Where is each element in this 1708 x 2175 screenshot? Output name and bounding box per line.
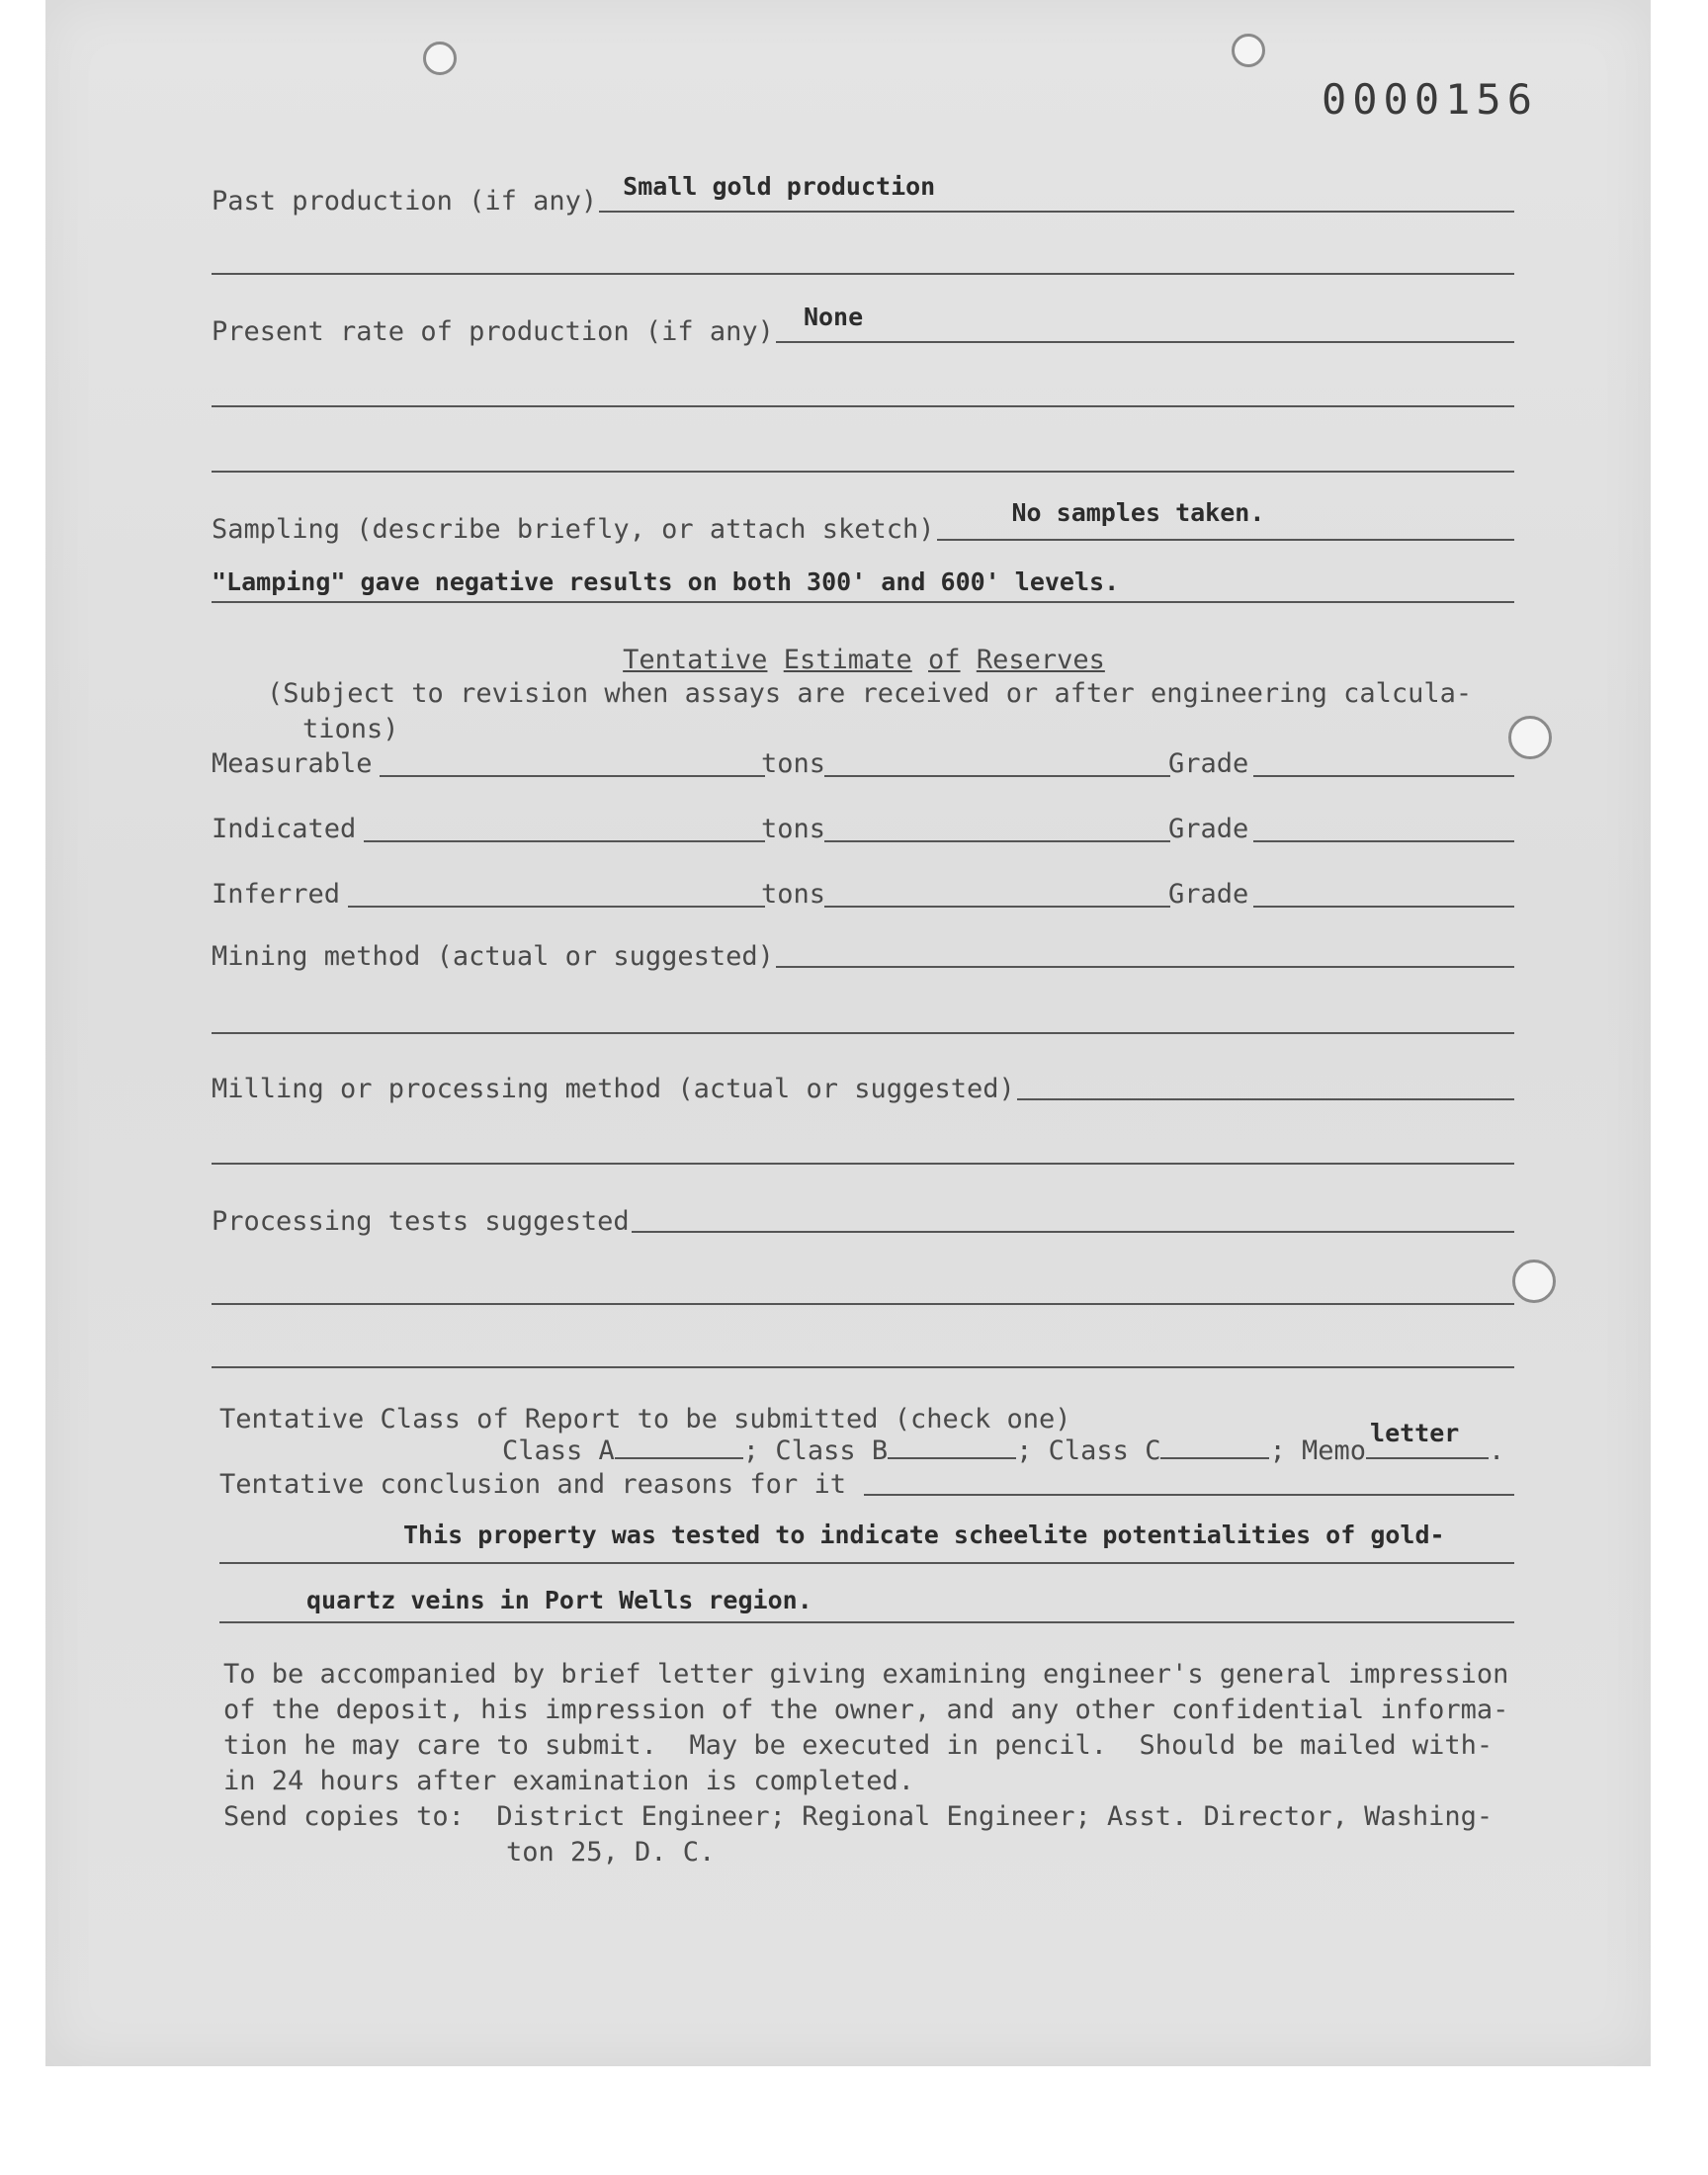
class-c-label: Class C xyxy=(1048,1436,1161,1466)
mining-method-field[interactable] xyxy=(776,966,1514,968)
reserves-title-word: of xyxy=(928,645,961,675)
past-production-field[interactable] xyxy=(599,172,1514,213)
report-class-label: Tentative Class of Report to be submitted (check one) xyxy=(219,1404,1071,1435)
conclusion-row xyxy=(219,1471,1514,1498)
reserves-subtitle-line2: tions) xyxy=(302,714,399,744)
blank-line xyxy=(212,1032,1514,1034)
memo-label: Memo xyxy=(1301,1436,1367,1466)
conclusion-label: Tentative conclusion and reasons for it xyxy=(219,1469,846,1500)
separator: ; xyxy=(1016,1436,1033,1466)
processing-tests-row xyxy=(212,1208,1514,1235)
reserves-row-indicated xyxy=(212,813,1514,842)
sampling-continuation: "Lamping" gave negative results on both 300' and 600' levels. xyxy=(212,567,1120,596)
class-b-label: Class B xyxy=(775,1436,889,1466)
tons-label: tons xyxy=(761,879,826,910)
present-rate-field[interactable] xyxy=(776,303,1514,343)
blank-line xyxy=(212,405,1514,407)
conclusion-line-1 xyxy=(219,1562,1514,1564)
punch-hole xyxy=(1508,716,1552,759)
sampling-value: No samples taken. xyxy=(1011,498,1265,527)
instructions-line4: in 24 hours after examination is completed. xyxy=(223,1766,914,1796)
mining-method-label: Mining method (actual or suggested) xyxy=(212,941,774,972)
document-number: 0000156 xyxy=(1321,75,1538,124)
reserves-row-label: Inferred xyxy=(212,879,341,910)
indicated-tons-field[interactable] xyxy=(824,840,1170,842)
reserves-title xyxy=(20,645,1708,675)
tons-label: tons xyxy=(761,748,826,779)
present-rate-label: Present rate of production (if any) xyxy=(212,316,774,347)
class-a-label: Class A xyxy=(502,1436,615,1466)
instructions-line6: ton 25, D. C. xyxy=(506,1837,716,1868)
milling-method-label: Milling or processing method (actual or suggested) xyxy=(212,1074,1015,1104)
blank-line xyxy=(212,471,1514,473)
reserves-row-measurable xyxy=(212,747,1514,777)
indicated-amount-field[interactable] xyxy=(364,840,765,842)
reserves-row-label: Indicated xyxy=(212,814,357,844)
class-a-checkbox[interactable] xyxy=(615,1457,743,1459)
conclusion-field[interactable] xyxy=(864,1494,1514,1496)
past-production-label: Past production (if any) xyxy=(212,186,598,217)
reserves-row-inferred xyxy=(212,878,1514,908)
grade-label: Grade xyxy=(1168,814,1249,844)
punch-hole xyxy=(1512,1260,1556,1303)
blank-line xyxy=(212,273,1514,275)
indicated-grade-field[interactable] xyxy=(1253,840,1514,842)
reserves-row-label: Measurable xyxy=(212,748,373,779)
milling-method-field[interactable] xyxy=(1017,1098,1514,1100)
inferred-tons-field[interactable] xyxy=(824,906,1170,908)
period: . xyxy=(1489,1436,1505,1466)
measurable-tons-field[interactable] xyxy=(824,775,1170,777)
processing-tests-field[interactable] xyxy=(632,1231,1514,1233)
tons-label: tons xyxy=(761,814,826,844)
present-rate-row xyxy=(212,303,1514,347)
blank-line xyxy=(212,1303,1514,1305)
measurable-amount-field[interactable] xyxy=(380,775,765,777)
instructions-line1: To be accompanied by brief letter giving examining engineer's general impression xyxy=(223,1659,1509,1690)
grade-label: Grade xyxy=(1168,879,1249,910)
blank-line xyxy=(212,1366,1514,1368)
memo-checkbox[interactable] xyxy=(1366,1418,1489,1459)
measurable-grade-field[interactable] xyxy=(1253,775,1514,777)
milling-method-row xyxy=(212,1076,1514,1102)
sampling-field[interactable] xyxy=(937,498,1515,541)
inferred-amount-field[interactable] xyxy=(348,906,765,908)
past-production-value: Small gold production xyxy=(623,172,936,201)
conclusion-line-2 xyxy=(219,1621,1514,1623)
reserves-subtitle-line1: (Subject to revision when assays are received or after engineering calcula- xyxy=(267,678,1473,709)
conclusion-text-line2: quartz veins in Port Wells region. xyxy=(306,1586,812,1614)
past-production-row xyxy=(212,172,1514,217)
class-b-checkbox[interactable] xyxy=(888,1457,1016,1459)
sampling-row xyxy=(212,498,1514,545)
punch-hole xyxy=(423,42,457,75)
processing-tests-label: Processing tests suggested xyxy=(212,1206,630,1237)
reserves-title-word: Estimate xyxy=(783,645,912,675)
inferred-grade-field[interactable] xyxy=(1253,906,1514,908)
separator: ; xyxy=(742,1436,760,1466)
reserves-title-word: Reserves xyxy=(976,645,1105,675)
report-class-options xyxy=(502,1418,1505,1468)
present-rate-value: None xyxy=(803,303,864,331)
grade-label: Grade xyxy=(1168,748,1249,779)
blank-line xyxy=(212,1163,1514,1165)
sampling-continuation-line xyxy=(212,601,1514,603)
instructions-line2: of the deposit, his impression of the owner, and any other confidential informa- xyxy=(223,1695,1509,1725)
separator: ; xyxy=(1269,1436,1286,1466)
mining-method-row xyxy=(212,943,1514,970)
class-c-checkbox[interactable] xyxy=(1160,1457,1269,1459)
conclusion-text-line1: This property was tested to indicate scheelite potentialities of gold- xyxy=(403,1521,1445,1549)
instructions-line5: Send copies to: District Engineer; Regional Engineer; Asst. Director, Washing- xyxy=(223,1801,1494,1832)
sampling-label: Sampling (describe briefly, or attach sketch) xyxy=(212,514,935,545)
instructions-line3: tion he may care to submit. May be executed in pencil. Should be mailed with- xyxy=(223,1730,1494,1761)
punch-hole xyxy=(1232,34,1265,67)
reserves-title-word: Tentative xyxy=(623,645,768,675)
memo-value: letter xyxy=(1370,1418,1460,1447)
